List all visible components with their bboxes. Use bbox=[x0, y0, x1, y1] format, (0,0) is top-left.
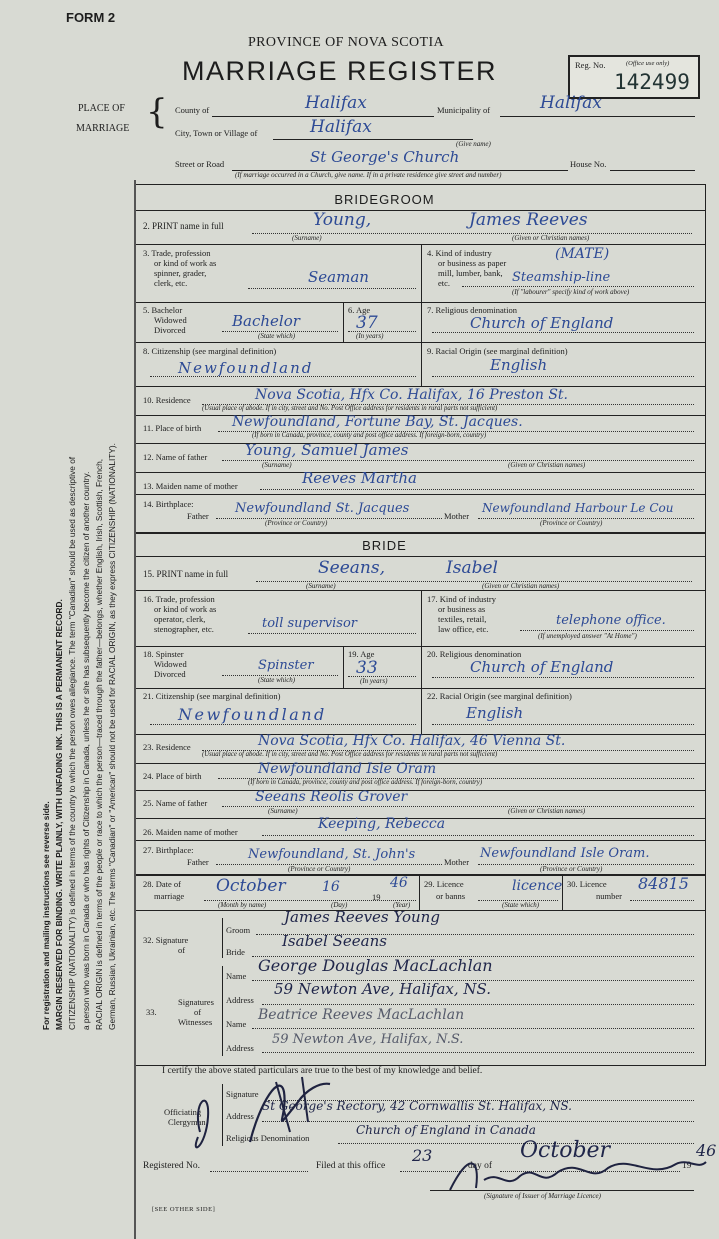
groom-father-prov-cap: (Province or Country) bbox=[265, 519, 328, 527]
bride-citizenship-label: 21. Citizenship (see marginal definition) bbox=[143, 691, 281, 701]
groom-birth-note: (If born in Canada, province, county and post office address. If foreign-born, country) bbox=[252, 432, 487, 439]
officiating-label-2: Clergyman bbox=[168, 1117, 206, 1127]
f16-label-3: operator, clerk, bbox=[154, 614, 206, 624]
bride-father: Seeans Reolis Grover bbox=[255, 789, 408, 805]
groom-sig-label: Groom bbox=[226, 925, 251, 935]
groom-residence: Nova Scotia, Hfx Co. Halifax, 16 Preston St. bbox=[255, 387, 568, 403]
groom-signature: James Reeves Young bbox=[284, 908, 440, 926]
year-cap: (Year) bbox=[393, 901, 411, 909]
clergy-religion-label: Religious Denomination bbox=[226, 1133, 310, 1143]
f3-label-4: clerk, etc. bbox=[154, 278, 188, 288]
place-brace: { bbox=[146, 92, 168, 132]
place-label-2: MARRIAGE bbox=[76, 123, 130, 134]
f17-label-1: 17. Kind of industry bbox=[427, 594, 496, 604]
bride-birthplace27-label: 27. Birthplace: bbox=[143, 845, 194, 855]
filed-year: 46 bbox=[696, 1141, 717, 1160]
margin-line-5: RACIAL ORIGIN is defined in terms of the people or race to which the person—traced through the father—belongs, whether English, Irish, Scottish, French, bbox=[93, 458, 104, 1030]
filed-day: 23 bbox=[412, 1146, 433, 1165]
bride-state-cap: (State which) bbox=[258, 676, 296, 684]
street-label: Street or Road bbox=[175, 159, 225, 169]
bride-birth-note: (If born in Canada, province, county and post office address. If foreign-born, country) bbox=[248, 779, 483, 786]
month-cap: (Month by name) bbox=[218, 901, 267, 909]
bride-birthplace-label: 24. Place of birth bbox=[143, 771, 202, 781]
bride-father-birth-label: Father bbox=[187, 857, 209, 867]
bride-father-label: 25. Name of father bbox=[143, 798, 208, 808]
clergy-signature-scribble bbox=[180, 1062, 370, 1162]
sig32-label-1: 32. Signature bbox=[143, 935, 189, 945]
bride-racial-label: 22. Racial Origin (see marginal definition) bbox=[427, 691, 572, 701]
give-name-caption: (Give name) bbox=[456, 140, 491, 148]
licence-number-label-2: number bbox=[596, 891, 622, 901]
witness-label-1: Signatures bbox=[178, 997, 214, 1007]
groom-industry-1: (MATE) bbox=[555, 246, 610, 262]
bride-father-prov-cap: (Province or Country) bbox=[288, 865, 351, 873]
bride-given: Isabel bbox=[446, 558, 498, 578]
see-other-side: [SEE OTHER SIDE] bbox=[152, 1206, 216, 1213]
margin-notes bbox=[40, 210, 119, 1030]
bride-mother-birth: Newfoundland Isle Oram. bbox=[480, 846, 650, 861]
witness-label-3: Witnesses bbox=[178, 1017, 213, 1027]
f4-label-2: or business as paper bbox=[438, 258, 507, 268]
f17-label-4: law office, etc. bbox=[438, 624, 489, 634]
witness1-name: George Douglas MacLachlan bbox=[258, 956, 493, 975]
groom-surname: Young, bbox=[313, 210, 372, 230]
marriage-month: October bbox=[216, 876, 286, 896]
filed-year-prefix: 19 bbox=[682, 1161, 692, 1171]
groom-father-birth-label: Father bbox=[187, 511, 209, 521]
date-label-2: marriage bbox=[154, 891, 185, 901]
place-label-1: PLACE OF bbox=[78, 103, 125, 114]
f18-label-3: Divorced bbox=[154, 669, 186, 679]
groom-name-label: 2. PRINT name in full bbox=[143, 221, 224, 231]
licence-label-1: 29. Licence bbox=[424, 879, 464, 889]
f5-label-1: 5. Bachelor bbox=[143, 305, 183, 315]
bride-given-cap: (Given or Christian names) bbox=[482, 582, 560, 590]
groom-father: Young, Samuel James bbox=[245, 441, 409, 459]
w1-address-label: Address bbox=[226, 995, 254, 1005]
bride-residence-note: (Usual place of abode. If in city, street and No. Post Office address for residents in rural parts not sufficient) bbox=[202, 751, 498, 758]
groom-status: Bachelor bbox=[232, 312, 300, 330]
bride-residence-label: 23. Residence bbox=[143, 742, 191, 752]
groom-birthplace14-label: 14. Birthplace: bbox=[143, 499, 194, 509]
certify-text: I certify the above stated particulars are true to the best of my knowledge and belief. bbox=[162, 1066, 483, 1076]
licence-number-label-1: 30. Licence bbox=[567, 879, 607, 889]
f17-label-3: textiles, retail, bbox=[438, 614, 487, 624]
bride-status: Spinster bbox=[258, 658, 314, 673]
municipality-label: Municipality of bbox=[437, 105, 491, 115]
clergy-address-label: Address bbox=[226, 1111, 254, 1121]
f3-label-1: 3. Trade, profession bbox=[143, 248, 211, 258]
groom-given: James Reeves bbox=[469, 210, 588, 230]
bride-religion-label: 20. Religious denomination bbox=[427, 649, 522, 659]
witness1-address: 59 Newton Ave, Halifax, NS. bbox=[274, 980, 492, 998]
bride-mother-prov-cap: (Province or Country) bbox=[540, 865, 603, 873]
clergy-sig-label: Signature bbox=[226, 1089, 259, 1099]
f16-label-4: stenographer, etc. bbox=[154, 624, 214, 634]
bride-surname-cap: (Surname) bbox=[306, 582, 336, 590]
licence-label-2: or banns bbox=[436, 891, 466, 901]
county-value: Halifax bbox=[305, 93, 367, 113]
groom-mother-label: 13. Maiden name of mother bbox=[143, 481, 238, 491]
groom-mother: Reeves Martha bbox=[302, 469, 417, 487]
groom-father-birth: Newfoundland St. Jacques bbox=[235, 501, 410, 516]
f4-label-3: mill, lumber, bank, bbox=[438, 268, 503, 278]
groom-industry-2: Steamship-line bbox=[512, 270, 611, 285]
witness2-name: Beatrice Reeves MacLachlan bbox=[258, 1007, 465, 1023]
bride-sig-label: Bride bbox=[226, 947, 245, 957]
bride-signature: Isabel Seeans bbox=[282, 932, 387, 950]
groom-residence-note: (Usual place of abode. If in city, street and No. Post Office address for residents in rural parts not sufficient) bbox=[202, 405, 498, 412]
registered-label: Registered No. bbox=[143, 1161, 200, 1171]
groom-age-label: 6. Age bbox=[348, 305, 371, 315]
county-label: County of bbox=[175, 105, 210, 115]
licence-state-cap: (State which) bbox=[502, 901, 540, 909]
groom-age: 37 bbox=[356, 313, 378, 333]
licence-number: 84815 bbox=[638, 874, 689, 893]
page-title: MARRIAGE REGISTER bbox=[182, 56, 498, 86]
witness-label-2: of bbox=[194, 1007, 202, 1017]
clergy-address: St George's Rectory, 42 Cornwallis St. Halifax, NS. bbox=[262, 1099, 572, 1113]
house-label: House No. bbox=[570, 159, 607, 169]
groom-birthplace: Newfoundland, Fortune Bay, St. Jacques. bbox=[232, 414, 523, 430]
municipality-value: Halifax bbox=[540, 93, 602, 113]
sig32-label-2: of bbox=[178, 945, 186, 955]
licence-type: licence bbox=[512, 878, 563, 894]
groom-mother-prov-cap: (Province or Country) bbox=[540, 519, 603, 527]
day-cap: (Day) bbox=[331, 901, 348, 909]
church-note: (If marriage occurred in a Church, give name. If in a private residence give street and number) bbox=[235, 171, 502, 179]
groom-citizenship-label: 8. Citizenship (see marginal definition) bbox=[143, 346, 277, 356]
bride-industry: telephone office. bbox=[556, 613, 666, 628]
filed-month: October bbox=[520, 1138, 611, 1163]
f18-label-2: Widowed bbox=[154, 659, 187, 669]
bride-mother-birth-label: Mother bbox=[444, 857, 470, 867]
bride-mother: Keeping, Rebecca bbox=[318, 816, 446, 832]
f4-label-4: etc. bbox=[438, 278, 451, 288]
f18-label-1: 18. Spinster bbox=[143, 649, 184, 659]
street-value: St George's Church bbox=[310, 148, 460, 166]
bride-name-label: 15. PRINT name in full bbox=[143, 569, 229, 579]
bride-racial: English bbox=[466, 704, 524, 722]
city-value: Halifax bbox=[310, 117, 372, 137]
groom-birthplace-label: 11. Place of birth bbox=[143, 423, 202, 433]
marriage-year: 46 bbox=[390, 875, 408, 891]
date-label-1: 28. Date of bbox=[143, 879, 182, 889]
bride-residence: Nova Scotia, Hfx Co. Halifax, 46 Vienna St. bbox=[258, 733, 566, 749]
bride-father-given-cap: (Given or Christian names) bbox=[508, 807, 586, 815]
f17-label-2: or business as bbox=[438, 604, 486, 614]
groom-surname-cap: (Surname) bbox=[292, 234, 322, 242]
form-label: FORM 2 bbox=[66, 10, 116, 25]
groom-racial-label: 9. Racial Origin (see marginal definition) bbox=[427, 346, 568, 356]
f3-label-2: or kind of work as bbox=[154, 258, 217, 268]
bride-surname: Seeans, bbox=[318, 558, 385, 578]
bride-age: 33 bbox=[356, 658, 378, 678]
bride-years-cap: (In years) bbox=[360, 677, 388, 685]
groom-religion-label: 7. Religious denomination bbox=[427, 305, 517, 315]
groom-residence-label: 10. Residence bbox=[143, 395, 191, 405]
bride-father-surname-cap: (Surname) bbox=[268, 807, 298, 815]
margin-line-1: For registration and mailing instructions see reverse side. bbox=[41, 801, 51, 1030]
witness2-address: 59 Newton Ave, Halifax, N.S. bbox=[272, 1032, 464, 1047]
witness-num: 33. bbox=[146, 1007, 157, 1017]
city-label: City, Town or Village of bbox=[175, 128, 258, 138]
bride-birthplace: Newfoundland Isle Oram bbox=[258, 761, 437, 777]
groom-mother-birth-label: Mother bbox=[444, 511, 470, 521]
filed-label: Filed at this office bbox=[316, 1161, 386, 1171]
day-of-label: day of bbox=[468, 1161, 493, 1171]
groom-given-cap: (Given or Christian names) bbox=[512, 234, 590, 242]
f5-label-2: Widowed bbox=[154, 315, 187, 325]
marriage-day: 16 bbox=[322, 879, 340, 895]
bride-citizenship: Newfoundland bbox=[178, 705, 327, 724]
w2-address-label: Address bbox=[226, 1043, 254, 1053]
margin-line-6: German, Russian, Ukrainian, etc. The terms "Canadian" or "American" should not be used for RACIAL ORIGIN, as they express CITIZENSHIP (NATIONALITY). bbox=[107, 443, 118, 1030]
f16-label-1: 16. Trade, profession bbox=[143, 594, 215, 604]
groom-mother-birth: Newfoundland Harbour Le Cou bbox=[482, 501, 674, 515]
f17-note: (If unemployed answer "At Home") bbox=[538, 632, 637, 640]
groom-citizenship: Newfoundland bbox=[178, 359, 314, 377]
f4-note: (If "labourer" specify kind of work above) bbox=[512, 288, 630, 296]
groom-years-cap: (In years) bbox=[356, 332, 384, 340]
margin-line-2: MARGIN RESERVED FOR BINDING. WRITE PLAINLY, WITH UNFADING INK. THIS IS A PERMANENT RECORD. bbox=[54, 599, 65, 1030]
f16-label-2: or kind of work as bbox=[154, 604, 217, 614]
groom-father-surname-cap: (Surname) bbox=[262, 461, 292, 469]
clergy-religion: Church of England in Canada bbox=[356, 1123, 536, 1137]
w2-name-label: Name bbox=[226, 1019, 247, 1029]
reg-number: 142499 bbox=[614, 70, 690, 94]
bride-title: BRIDE bbox=[362, 538, 407, 553]
f3-label-3: spinner, grader, bbox=[154, 268, 207, 278]
groom-father-label: 12. Name of father bbox=[143, 452, 208, 462]
bride-trade: toll supervisor bbox=[262, 616, 357, 631]
province-title: PROVINCE OF NOVA SCOTIA bbox=[248, 35, 445, 50]
bridegroom-title: BRIDEGROOM bbox=[334, 192, 435, 207]
bride-mother-label: 26. Maiden name of mother bbox=[143, 827, 238, 837]
reg-note: (Office use only) bbox=[626, 60, 670, 67]
issuer-caption: (Signature of Issuer of Marriage Licence) bbox=[484, 1192, 601, 1200]
bride-age-label: 19. Age bbox=[348, 649, 375, 659]
groom-trade: Seaman bbox=[308, 268, 369, 286]
margin-line-3: CITIZENSHIP (NATIONALITY) is defined in terms of the country to which the person owes allegiance. The term "Canadian" should be used as descriptive of bbox=[67, 456, 78, 1030]
groom-religion: Church of England bbox=[470, 314, 614, 332]
margin-line-4: a person who was born in Canada or who has rights of Citizenship in Canada, unless he or she has subsequently become the citizen of another country. bbox=[80, 471, 91, 1030]
f4-label-1: 4. Kind of industry bbox=[427, 248, 492, 258]
groom-racial: English bbox=[490, 356, 548, 374]
bride-father-birth: Newfoundland, St. John's bbox=[248, 847, 416, 862]
year-prefix: 19 bbox=[372, 892, 381, 902]
w1-name-label: Name bbox=[226, 971, 247, 981]
officiating-label-1: Officiating bbox=[164, 1107, 202, 1117]
groom-state-cap: (State which) bbox=[258, 332, 296, 340]
f5-label-3: Divorced bbox=[154, 325, 186, 335]
bride-religion: Church of England bbox=[470, 658, 614, 676]
reg-label: Reg. No. bbox=[575, 60, 606, 70]
groom-father-given-cap: (Given or Christian names) bbox=[508, 461, 586, 469]
